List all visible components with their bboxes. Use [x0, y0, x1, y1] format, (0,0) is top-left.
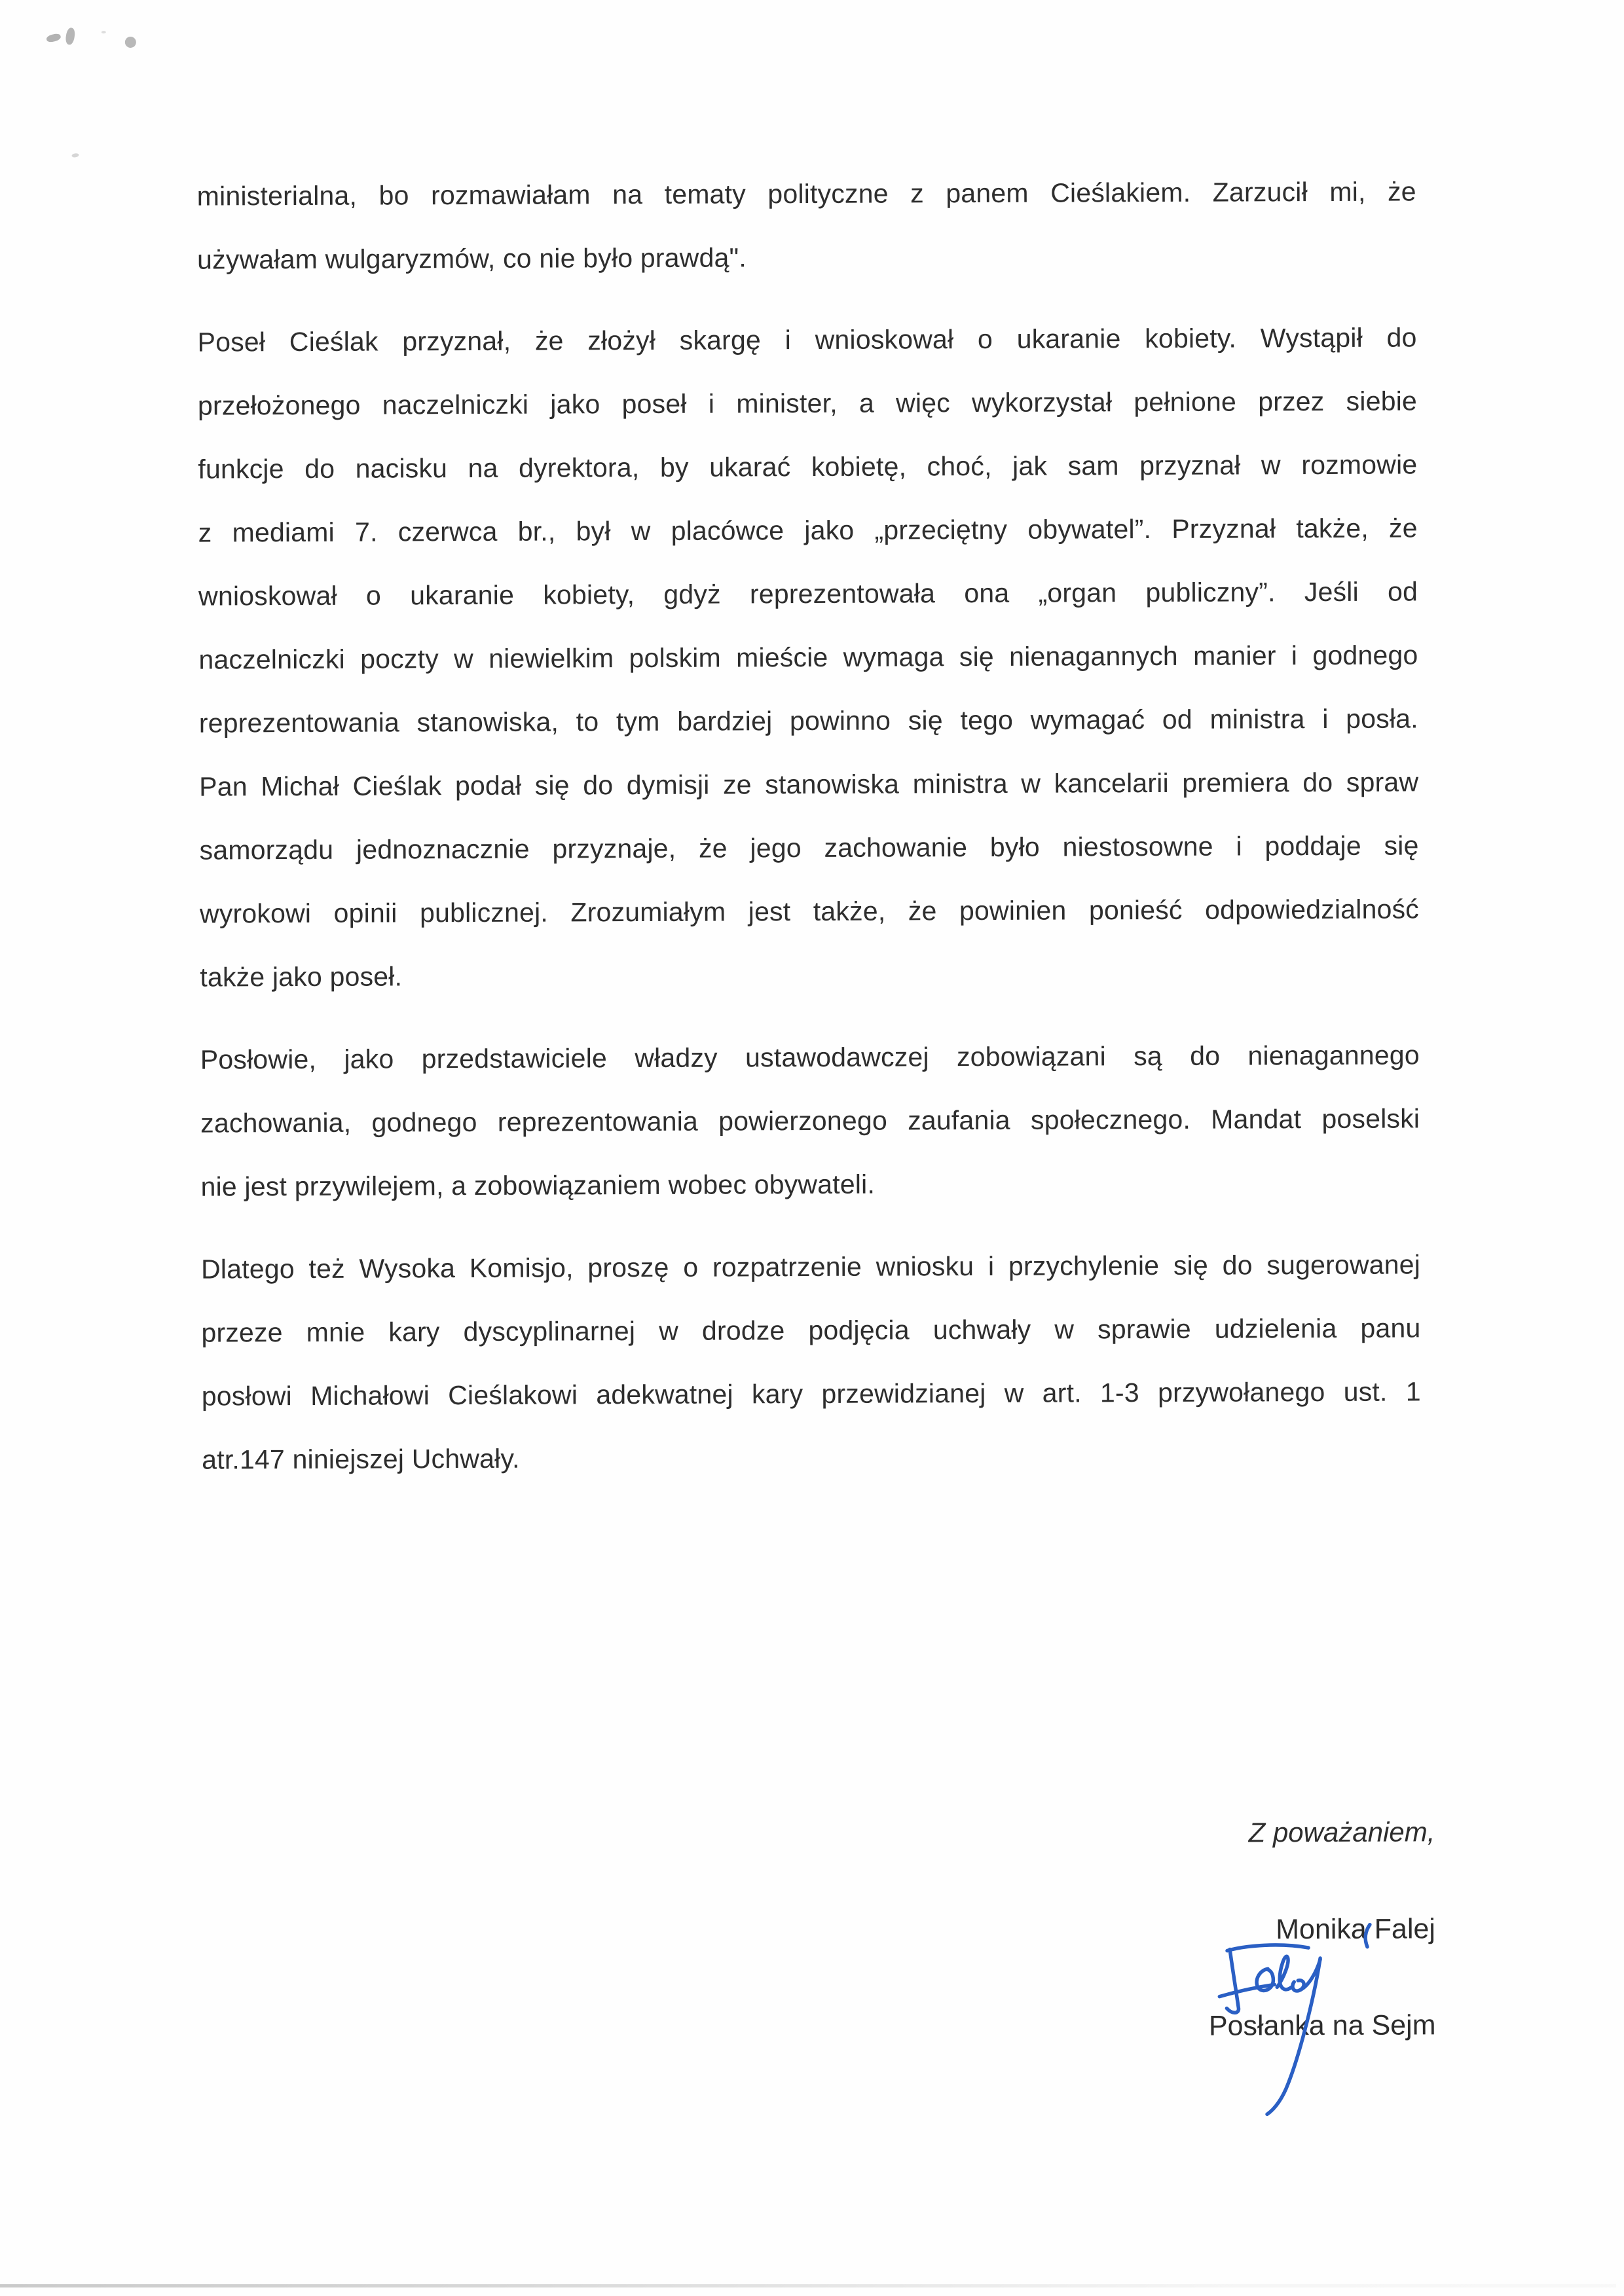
- text-line: także jako poseł.: [200, 961, 403, 993]
- text-line: naczelniczki poczty w niewielkim polskim mieście wymaga się nienagannych manier i godnego: [198, 640, 1418, 675]
- text-line: nie jest przywilejem, a zobowiązaniem wobec obywateli.: [200, 1169, 876, 1202]
- scanner-edge-artifact: [0, 2284, 1616, 2287]
- text-line: przełożonego naczelniczki jako poseł i minister, a więc wykorzystał pełnione przez siebie: [197, 386, 1418, 421]
- text-line: Dlatego też Wysoka Komisjo, proszę o rozpatrzenie wniosku i przychylenie się do sugerowanej: [200, 1249, 1421, 1285]
- text-line: Pan Michał Cieślak podał się do dymisji ze stanowiska ministra w kancelarii premiera do spraw: [199, 767, 1419, 802]
- paragraph: [201, 1233, 1421, 1491]
- text-line: przeze mnie kary dyscyplinarnej w drodze podjęcia uchwały w sprawie udzielenia panu: [201, 1313, 1421, 1348]
- text-line: z mediami 7. czerwca br., był w placówce jako „przeciętny obywatel”. Przyznał także, że: [198, 513, 1418, 548]
- scan-smudge: [65, 27, 76, 45]
- text-line: funkcje do nacisku na dyrektora, by ukarać kobietę, choć, jak sam przyznał w rozmowie: [198, 449, 1418, 484]
- signature-ink: [1217, 1940, 1368, 2130]
- text-line: Posłowie, jako przedstawiciele władzy ustawodawczej zobowiązani są do nienagannego: [200, 1040, 1420, 1075]
- scan-smudge: [101, 31, 106, 33]
- text-line: samorządu jednoznacznie przyznaje, że jego zachowanie było niestosowne i poddaje się: [199, 830, 1419, 866]
- scan-smudge: [46, 33, 62, 43]
- scan-smudge: [123, 35, 138, 50]
- paragraph: [197, 160, 1417, 291]
- signature-ink-tick: [1359, 1923, 1379, 1950]
- text-line: reprezentowania stanowiska, to tym bardziej powinno się tego wymagać od ministra i posła.: [198, 703, 1418, 738]
- text-line: atr.147 niniejszej Uchwały.: [202, 1443, 520, 1475]
- paragraph: [200, 1023, 1420, 1218]
- closing-salutation: Z poważaniem,: [1248, 1816, 1435, 1848]
- signer-name: Monika Falej: [1276, 1913, 1436, 1946]
- text-line: wnioskował o ukaranie kobiety, gdyż reprezentowała ona „organ publiczny”. Jeśli od: [198, 576, 1418, 611]
- scan-smudge: [71, 153, 79, 158]
- text-line: używałam wulgaryzmów, co nie było prawdą".: [197, 242, 747, 275]
- paragraph: [197, 306, 1419, 1009]
- text-line: zachowania, godnego reprezentowania powierzonego zaufania społecznego. Mandat poselski: [200, 1103, 1420, 1139]
- signer-title: Posłanka na Sejm: [1208, 2009, 1436, 2042]
- text-line: posłowi Michałowi Cieślakowi adekwatnej kary przewidzianej w art. 1-3 przywołanego ust. 1: [201, 1376, 1421, 1412]
- text-line: ministerialna, bo rozmawiałam na tematy polityczne z panem Cieślakiem. Zarzucił mi, że: [196, 176, 1416, 211]
- text-line: wyrokowi opinii publicznej. Zrozumiałym jest także, że powinien ponieść odpowiedzialność: [199, 894, 1420, 929]
- letter-body: [197, 160, 1422, 1491]
- text-line: Poseł Cieślak przyznał, że złożył skargę i wnioskował o ukaranie kobiety. Wystąpił do: [197, 322, 1417, 357]
